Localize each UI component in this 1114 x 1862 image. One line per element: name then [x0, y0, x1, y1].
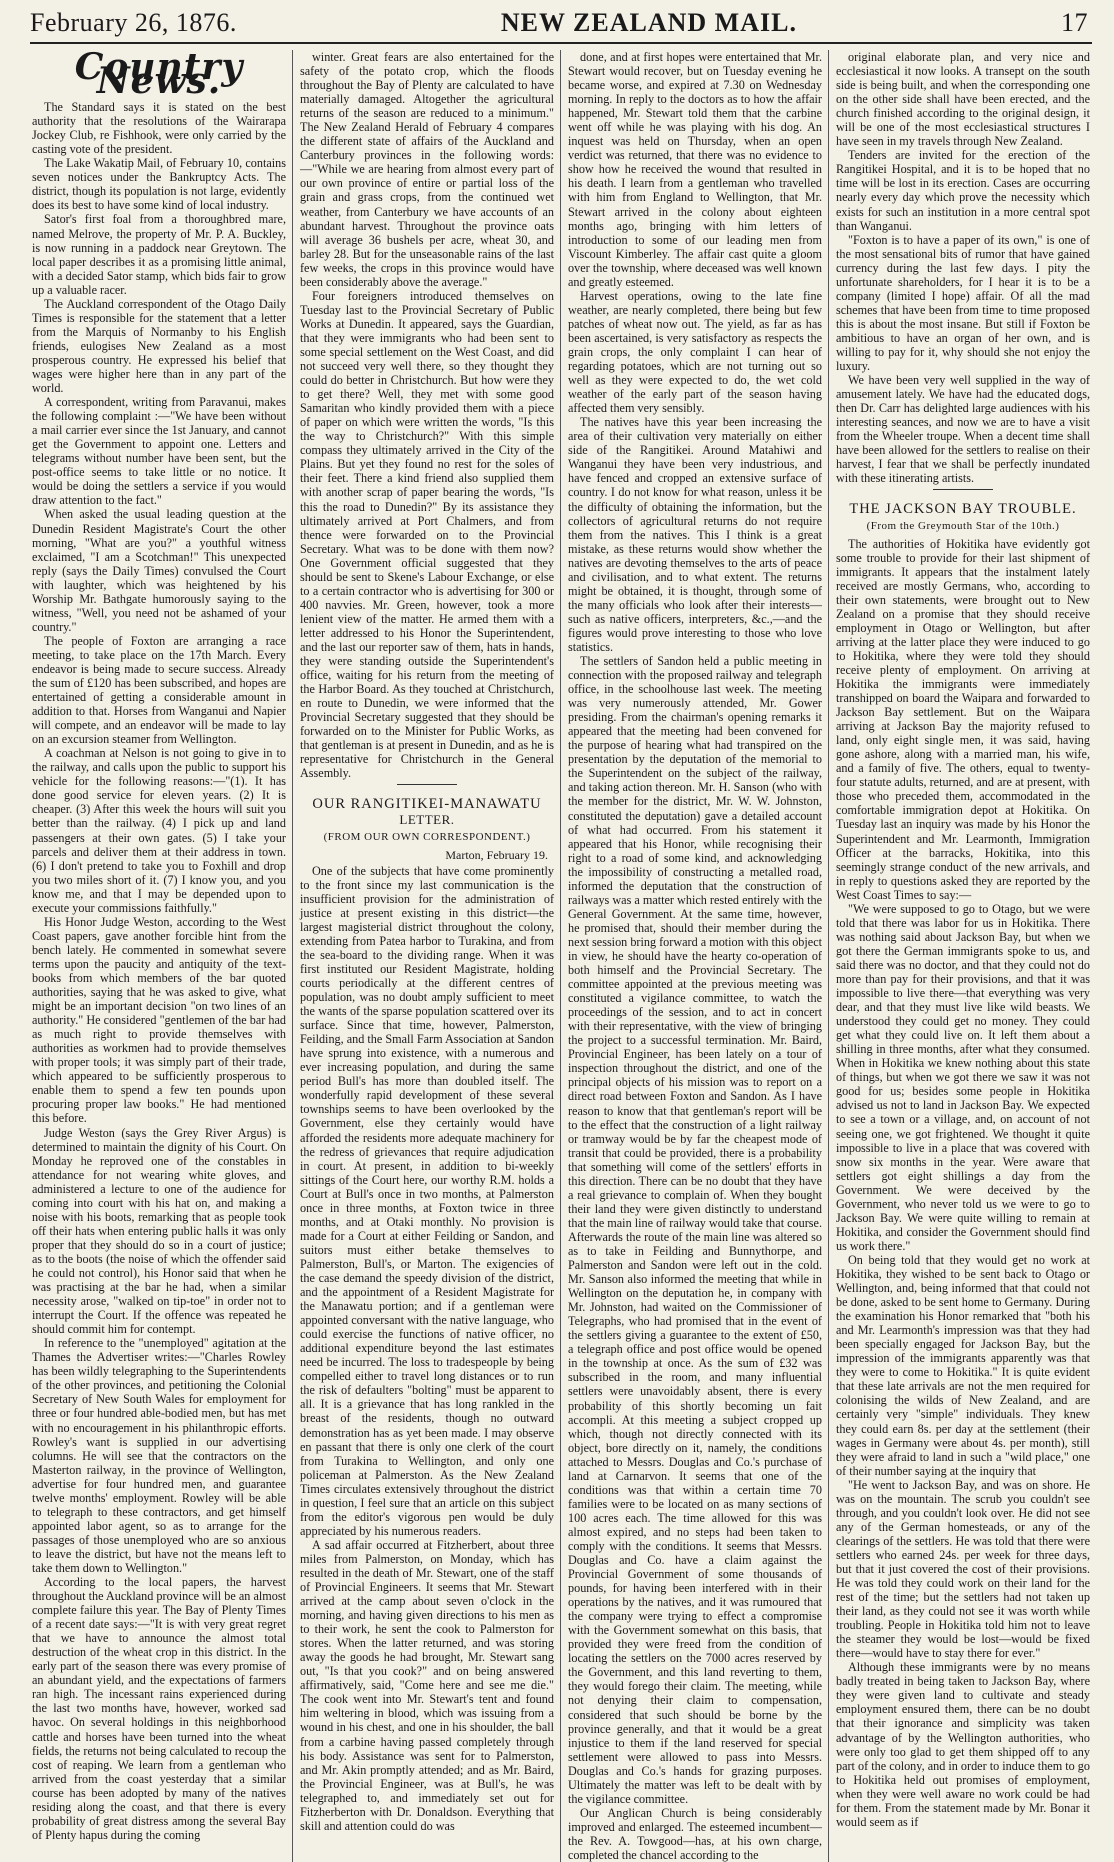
paragraph: The people of Foxton are arranging a race meeting, to take place on the 17th March. Every endeavor is being made to secure success. Already the sum of £120 has been subscribed, and hopes are entertained of getting a considerable amount in addition to that. Horses from Wanganui and Napier will compete, and an endeavor will be made to lay on an excursion steamer from Wellington.	[32, 633, 286, 747]
article-heading: OUR RANGITIKEI-MANAWATU	[312, 796, 542, 813]
paragraph: We have been very well supplied in the way of amusement lately. We have had the educated dogs, then Dr. Carr has delighted large audiences with his interesting seances, and now we are to have a visit from the Wheeler troupe. When a decent time shall have been allowed for the settlers to realise on their harvest, I fear that we shall be perfectly inundated with these itinerating artists.	[836, 373, 1090, 486]
column-2	[298, 50, 556, 1862]
paragraph: On being told that they would get no work at Hokitika, they wished to be sent back to Otago or Wellington, and, being informed that that could not be done, asked to be sent home to Germany. During the examination his Honor remarked that "both his and Mr. Learmonth's impression was that they had been specially engaged for Jackson Bay, but the impression of the immigrants apparently was that they were to come to Hokitika." It is quite evident that these late arrivals are not the men required for colonising the wilds of New Zealand, and are certainly very "simple" individuals. They knew they could earn 8s. per day at the settlement (their wages in Germany were about 4s. per month), still they were afraid to land in such a "wild place," one of their number saying at the inquiry that	[836, 1252, 1090, 1478]
paragraph: The Standard says it is stated on the best authority that the resolutions of the Wairarapa Jockey Club, re Fishhook, were only carried by the casting vote of the president.	[32, 100, 286, 157]
paragraph: When asked the usual leading question at the Dunedin Resident Magistrate's Court the other morning, "What are you?" a youthful witness exclaimed, "I am a Scotchman!" This unexpected reply (says the Daily Times) convulsed the Court with laughter, which was heightened by his Worship Mr. Bathgate humorously saying to the witness, "Well, you need not be ashamed of your country."	[32, 507, 286, 634]
article-heading: THE JACKSON BAY TROUBLE.	[849, 501, 1077, 518]
columns	[30, 46, 1092, 1862]
paragraph: The settlers of Sandon held a public meeting in connection with the proposed railway and telegraph office, in the schoolhouse last week. The meeting was very numerously attended, Mr. Gower presiding. From the chairman's opening remarks it appeared that the meeting had been convened for the purpose of hearing what had transpired on the presentation by the deputation of the memorial to the Superintendent on the subject of the railway, and taking action thereon. Mr. H. Sanson (who with the member for the district, Mr. W. W. Johnston, constituted the deputation) gave a detailed account of what had occurred. From his statement it appeared that his Honor, while recognising their right to a road of some kind, and acknowledging the impossibility of constructing a metalled road, informed the deputation that the construction of railways was a matter which rested entirely with the General Government. At the same time, however, he promised that, should their member during the next session bring forward a motion with this object in view, he should have the hearty co-operation of both himself and the Provincial Secretary. The committee appointed at the previous meeting was constituted a vigilance committee, to watch the proceedings of the session, and to act in concert with their representative, with the view of bringing the project to a successful termination. Mr. Baird, Provincial Engineer, has been lately on a tour of inspection throughout the district, and one of the principal objects of his mission was to report on a direct road between Foxton and Sandon. As I have reason to know that that gentleman's report will be to the effect that the construction of a light railway or tramway would be by far the cheapest mode of transit that could be provided, there is a probability that something will come of the settlers' efforts in this direction. There can be no doubt that they have a real grievance to complain of. When they bought their land they were given distinctly to understand that the main line of railway would take that course. Afterwards the route of the main line was altered so as to take in Feilding and Bunnythorpe, and Palmerston and Sandon were left out in the cold. Mr. Sanson also informed the meeting that while in Wellington on the deputation he, in company with Mr. Johnston, had waited on the Commissioner of Telegraphs, who had promised that in the event of the settlers giving a guarantee to the extent of £50, a telegraph office and post office would be opened in the township at once. As the sum of £32 was subscribed in the room, and many influential settlers were unavoidably absent, there is every probability of this shortly becoming un fait accompli. At this meeting a subject cropped up which, though not directly connected with its object, bore directly on it, namely, the conditions attached to Messrs. Douglas and Co.'s purchase of land at Carnarvon. It seems that one of the conditions was that within a certain time 70 families were to be located on as many sections of 100 acres each. The time allowed for this was almost expired, and no steps had been taken to comply with the conditions. It seems that Messrs. Douglas and Co. have a claim against the Provincial Government of some thousands of pounds, for having been interfered with in their operations by the natives, and it was rumoured that the company were trying to effect a compromise with the Government somewhat on this basis, that provided they were freed from the condition of locating the settlers on the 7000 acres reserved by the Government, and this land reverting to them, they would forego their claim. The meeting, while not denying their claim to compensation, considered that such should be borne by the province generally, and that it would be a great injustice to them if the land reserved for special settlement were allowed to pass into Messrs. Douglas and Co.'s hands for grazing purposes. Ultimately the matter was left to be dealt with by the vigilance committee.	[568, 654, 822, 1806]
paragraph: Tenders are invited for the erection of the Rangitikei Hospital, and it is to be hoped that no time will be lost in its erection. Cases are occurring nearly every day which prove the necessity which exists for such an institution in a more central spot than Wanganui.	[836, 148, 1090, 233]
paragraph: Our Anglican Church is being considerably improved and enlarged. The esteemed incumbent—the Rev. A. Towgood—has, at his own charge, completed the chancel according to the	[568, 1805, 822, 1862]
masthead	[30, 8, 1092, 44]
paragraph: One of the subjects that have come prominently to the front since my last communication is the insufficient provision for the administration of justice at present existing in this district—the largest magisterial district throughout the colony, extending from Patea harbor to Turakina, and from the sea-board to the dividing range. When it was first instituted our Resident Magistrate, holding courts periodically at the different centres of population, was no doubt amply sufficient to meet the wants of the sparse population scattered over its surface. Since that time, however, Palmerston, Feilding, and the Small Farm Association at Sandon have sprung into existence, with a numerous and ever increasing population, and during the same period Bull's has more than doubled itself. The wonderfully rapid development of these several townships seems to have been overlooked by the Government, else they certainly would have afforded the residents more adequate machinery for the redress of grievances that require adjudication in court. At present, in addition to bi-weekly sittings of the Court here, our worthy R.M. holds a Court at Bull's once in two months, at Palmerston once in three months, at Foxton twice in three months, and at Otaki monthly. No provision is made for a Court at either Feilding or Sandon, and suitors must either betake themselves to Palmerston, Bull's, or Marton. The exigencies of the case demand the speedy division of the district, and the appointment of a Resident Magistrate for the Manawatu portion; and if a gentleman were appointed conversant with the native language, who could exercise the functions of native officer, no additional expenditure beyond the last estimates need be incurred. The loss to tradespeople by being compelled either to travel long distances or to run the risk of defaulters "bolting" must be apparent to all. It is a grievance that has long rankled in the breast of the residents, though no outward demonstration has as yet been made. I may observe en passant that there is only one clerk of the court from Turakina to Wellington, and only one policeman at Palmerston. As the New Zealand Times circulates extensively throughout the district in question, I feel sure that an article on this subject from the editor's vigorous pen would be duly appreciated by his numerous readers.	[300, 863, 554, 1538]
paragraph: done, and at first hopes were entertained that Mr. Stewart would recover, but on Tuesday evening he became worse, and expired at 7.30 on Wednesday morning. In reply to the doctors as to how the affair happened, Mr. Stewart told them that the carbine went off while he was playing with his dog. An inquest was held on Thursday, when an open verdict was returned, that there was no evidence to show how he received the wound that resulted in his death. I learn from a gentleman who travelled with him from England to Wellington, that Mr. Stewart arrived in the colony about eighteen months ago, bringing with him letters of introduction to some of our leading men from Viscount Kimberley. The affair cast quite a gloom over the township, where deceased was well known and greatly esteemed.	[568, 50, 822, 289]
paragraph: A sad affair occurred at Fitzherbert, about three miles from Palmerston, on Monday, which has resulted in the death of Mr. Stewart, one of the staff of Provincial Engineers. It seems that Mr. Stewart arrived at the camp about seven o'clock in the morning, and having given directions to his men as to their work, he sent the cook to Palmerston for stores. When the latter returned, and was storing away the goods he had brought, Mr. Stewart sang out, "Is that you cook?" and on being answered affirmatively, said, "Come here and see me die." The cook went into Mr. Stewart's tent and found him weltering in blood, which was issuing from a wound in his chest, and one in his shoulder, the ball from a carbine having passed completely through his body. Assistance was sent for to Palmerston, and Mr. Akin promptly attended; and as Mr. Baird, the Provincial Engineer, was at Bull's, he was telegraphed to, and immediately set out for Fitzherberton with Dr. Donaldson. Everything that skill and attention could do was	[300, 1537, 554, 1833]
paragraph: Four foreigners introduced themselves on Tuesday last to the Provincial Secretary of Public Works at Dunedin. It appeared, says the Guardian, that they were immigrants who had been sent to some special settlement on the West Coast, and did not succeed very well there, so they thought they could do better in Christchurch. But how were they to get there? Well, they met with some good Samaritan who kindly provided them with a piece of paper on which were written the words, "Is this the way to Christchurch?" With this simple compass they ultimately arrived in the City of the Plains. But yet they found no rest for the soles of their feet. There a kind friend also supplied them with another scrap of paper bearing the words, "Is this the road to Dunedin?" By its assistance they ultimately arrived at Port Chalmers, and from thence were forwarded on to the Provincial Secretary. What was to be done with them now? One Government official suggested that they should be sent to Skene's Labour Exchange, or else to a certain contractor who is advertising for 300 or 400 navvies. Mr. Green, however, took a more lenient view of the matter. He armed them with a letter addressed to his Honor the Superintendent, and the last our reporter saw of them, hats in hands, they were standing outside the Superintendent's office, waiting for his return from the meeting of the Harbor Board. As they touched at Christchurch, en route to Dunedin, we were informed that the Provincial Secretary suggested that they should be forwarded on to the Minister for Public Works, as that gentleman is at present in Dunedin, and as he is representative for Christchurch in the General Assembly.	[300, 288, 554, 781]
paragraph: A correspondent, writing from Paravanui, makes the following complaint :—"We have been without a mail carrier ever since the 1st January, and cannot get the Government to appoint one. Letters and telegrams without number have been sent, but the post-office seems to take little or no notice. It would be doing the settlers a service if you would draw attention to the fact."	[32, 395, 286, 508]
issue-date: February 26, 1876.	[30, 8, 237, 37]
article-source: (From the Greymouth Star of the 10th.)	[866, 519, 1060, 532]
paragraph: "He went to Jackson Bay, and was on shore. He was on the mountain. The scrub you couldn't see through, and you couldn't look over. He did not see any of the German homesteads, or any of the clearings of the settlers. He was told that there were settlers who earned 24s. per week for three days, but that it just covered the cost of their provisions. He was told they could work on their land for the rest of the time; but the settlers had not taken up their land, as they could not see it was worth while troubling. People in Hokitika told him not to leave the steamer they would be lost—would be fixed there—would have to stay there for ever."	[836, 1477, 1090, 1661]
divider	[397, 784, 457, 785]
column-1	[30, 46, 288, 1862]
article-source: (FROM OUR OWN CORRESPONDENT.)	[323, 830, 531, 843]
paragraph: original elaborate plan, and very nice and ecclesiastical it now looks. A transept on the south side is being built, and when the corresponding one on the other side shall have been erected, and the church finished according to the original design, it will be one of the most ecclesiastical structures I have seen in my travels through New Zealand.	[836, 50, 1090, 149]
section-title: Country News.	[74, 46, 244, 103]
paragraph: Harvest operations, owing to the late fine weather, are nearly completed, there being but few patches of wheat now out. The yield, as far as has been ascertained, is very satisfactory as respects the grain crops, the only complaint I can hear of regarding potatoes, which are not turning out so well as they were expected to do, the wet cold weather of the early part of the season having affected them very sensibly.	[568, 288, 822, 416]
paragraph: In reference to the "unemployed" agitation at the Thames the Advertiser writes:—"Charles Rowley has been wildly telegraphing to the Superintendents of the other provinces, and petitioning the Colonial Secretary of New South Wales for employment for three or four hundred able-bodied men, but has met with no encouragement in his philanthropic efforts. Rowley's want is supplied in our advertising columns. He will see that the contractors on the Masterton railway, in the province of Wellington, advertise for four hundred men, and guarantee twelve months' employment. Rowley will be able to telegraph to these contractors, and get himself appointed labor agent, so as to arrange for the passages of those unemployed who are so anxious to leave the district, but have not the means left to take them down to Wellington."	[32, 1336, 286, 1575]
column-4	[834, 50, 1092, 1862]
paragraph: The Auckland correspondent of the Otago Daily Times is responsible for the statement that a letter from the Marquis of Normanby to his English friends, eulogises New Zealand as a most prosperous country. He expressed his belief that wages were higher here than in any part of the world.	[32, 296, 286, 396]
paragraph: Sator's first foal from a thoroughbred mare, named Melrove, the property of Mr. P. A. Buckley, is now running in a paddock near Greytown. The local paper describes it as a promising little animal, with a decided Sator stamp, which bids fair to grow up a valuable racer.	[32, 212, 286, 297]
divider	[933, 489, 993, 490]
paragraph: The Lake Wakatip Mail, of February 10, contains seven notices under the Bankruptcy Acts. The district, though its population is not large, evidently does its best to have some kind of local industry.	[32, 156, 286, 213]
paragraph: "We were supposed to go to Otago, but we were told that there was labor for us in Hokitika. There was nothing said about Jackson Bay, but when we got there the German immigrants spoke to us, and said there was no doctor, and that they could not do more than pay for their provisions, and that it was impossible to live there—that everything was very dear, and that they must live like wild beasts. We understood they could get no money. They could get what they could live on. It left them about a shilling in three months, after what they consumed. When in Hokitika we knew nothing about this state of things, but when we got there we saw it was not good for us; besides some people in Hokitika advised us not to land in Jackson Bay. We expected to see a town or a village, and, on account of not seeing one, we got frightened. We thought it quite impossible to live in a place that was covered with snow six months in the year. Were aware that settlers got eight shillings a day from the Government. We were deceived by the Government, who never told us we were to go to Jackson Bay. We were quite willing to remain at Hokitika, and consider the Government should find us work there."	[836, 901, 1090, 1253]
article-subheading: LETTER.	[399, 812, 455, 828]
article-dateline: Marton, February 19.	[445, 847, 548, 862]
paragraph: "Foxton is to have a paper of its own," is one of the most sensational bits of rumor that have gained currency during the last few days. I pity the unfortunate shareholders, for I hear it is to be a company (limited I hope) affair. Of all the mad schemes that have been from time to time proposed this is about the most insane. But still if Foxton be ambitious to have an organ of her own, and is willing to pay for it, why should she not enjoy the luxury.	[836, 232, 1090, 374]
paragraph: His Honor Judge Weston, according to the West Coast papers, gave another forcible hint from the bench lately. He commented in somewhat severe terms upon the paucity and antiquity of the text-books from which members of the bar quoted authorities, saying that he was asked to give, what might be an important decision "on two lines of an authority." He considered "gentlemen of the bar had as much right to provide themselves with authorities as workmen had to provide themselves with proper tools; it was simply part of their trade, which appeared to be sufficiently prosperous to enable them to spend a few ten pounds upon procuring proper law books." He had mentioned this before.	[32, 914, 286, 1126]
paper-name: NEW ZEALAND MAIL.	[500, 8, 797, 37]
paragraph: The natives have this year been increasing the area of their cultivation very materially on either side of the Rangitikei. Around Matahiwi and Wanganui they have been very industrious, and have fenced and cropped an extensive surface of country. I do not know for what reason, unless it be the difficulty of obtaining the information, but the collectors of agricultural returns do not require them from the natives. This I think is a great mistake, as these returns would show whether the natives are devoting themselves to the arts of peace and civilisation, and to what extent. The returns might be obtained, it is thought, through some of the many officials who look after their interests—such as native officers, interpreters, &c.,—and the figures would prove interesting to those who love statistics.	[568, 415, 822, 654]
paragraph: winter. Great fears are also entertained for the safety of the potato crop, which the floods throughout the Bay of Plenty are calculated to have materially damaged. Altogether the agricultural returns of the season are reduced to a minimum." The New Zealand Herald of February 4 compares the different state of affairs of the Auckland and Canterbury provinces in the following words:—"While we are hearing from almost every part of our own province of entire or partial loss of the grain and grass crops, from the continued wet weather, from Canterbury we have accounts of an abundant harvest. Throughout the province oats will average 36 bushels per acre, wheat 30, and barley 28. But for the unseasonable rains of the last few weeks, the crops in this province would have been considerably above the average."	[300, 50, 554, 289]
paragraph: Although these immigrants were by no means badly treated in being taken to Jackson Bay, where they were given land to cultivate and steady employment ensured them, there can be no doubt that their ignorance and simplicity was taken advantage of by the Wellington authorities, who were only too glad to get them shipped off to any part of the colony, and in order to induce them to go to Hokitika held out promises of employment, when they were well aware no work could be had for them. From the statement made by Mr. Bonar it would seem as if	[836, 1660, 1090, 1829]
paragraph: According to the local papers, the harvest throughout the Auckland province will be an almost complete failure this year. The Bay of Plenty Times of a recent date says:—"It is with very great regret that we have to announce the almost total destruction of the wheat crop in this district. In the early part of the season there was every promise of an abundant yield, and the expectations of farmers ran high. The incessant rains experienced during the last two months have, however, worked sad havoc. On several holdings in this neighborhood cattle and horses have been turned into the wheat fields, the returns not being calculated to recoup the cost of reaping. We learn from a gentleman who arrived from the coast yesterday that a similar course has been adopted by many of the natives residing along the coast, and that there is every probability of great distress among the several Bay of Plenty hapus during the coming	[32, 1575, 286, 1842]
column-3	[566, 50, 824, 1862]
paragraph: The authorities of Hokitika have evidently got some trouble to provide for their last shipment of immigrants. It appears that the instalment lately received are mostly Germans, who, according to their own statements, were brought out to New Zealand on a promise that they should receive employment in Otago or Wellington, but after arriving at the latter place they were induced to go to Hokitika, where they were told they should receive plenty of employment. On arriving at Hokitika the immigrants were immediately transhipped on board the Waipara and forwarded to Jackson Bay settlement. But on the Waipara arriving at Jackson Bay the majority refused to land, only eight single men, it was said, having gone ashore, along with a married man, his wife, and a family of five. The others, equal to twenty-four statute adults, returned, and are at present, with those who preceded them, accommodated in the comfortable immigration depot at Hokitika. On Tuesday last an inquiry was made by his Honor the Superintendent and Mr. Learmonth, Immigration Officer at the barracks, Hokitika, into this seemingly strange conduct of the new arrivals, and in reply to questions asked they are reported by the West Coast Times to say:—	[836, 536, 1090, 902]
paragraph: A coachman at Nelson is not going to give in to the railway, and calls upon the public to support his vehicle for the following reasons:—"(1). It has done good service for eleven years. (2) It is cheaper. (3) After this week the hours will suit you better than the railway. (4) I pick up and land passengers at their own gates. (5) I take your parcels and deliver them at their address in town. (6) I don't pretend to take you to Foxhill and drop you two miles short of it. (7) I know you, and you know me, and that I may be depended upon to execute your commissions faithfully."	[32, 746, 286, 915]
paragraph: Judge Weston (says the Grey River Argus) is determined to maintain the dignity of his Court. On Monday he reproved one of the constables in attendance for not wearing white gloves, and administered a lecture to one of the audience for coming into court with his hat on, and making a noise with his boots, remarking that as people took off their hats when entering public halls it was only proper that they should do so in a court of justice; as to the boots (the noise of which the offender said he could not control), his Honor said that when he was practising at the bar he had, when a similar necessity arose, "walked on tip-toe" in order not to interrupt the Court. If the offence was repeated he should commit him for contempt.	[32, 1125, 286, 1337]
page-number: 17	[1060, 8, 1088, 37]
